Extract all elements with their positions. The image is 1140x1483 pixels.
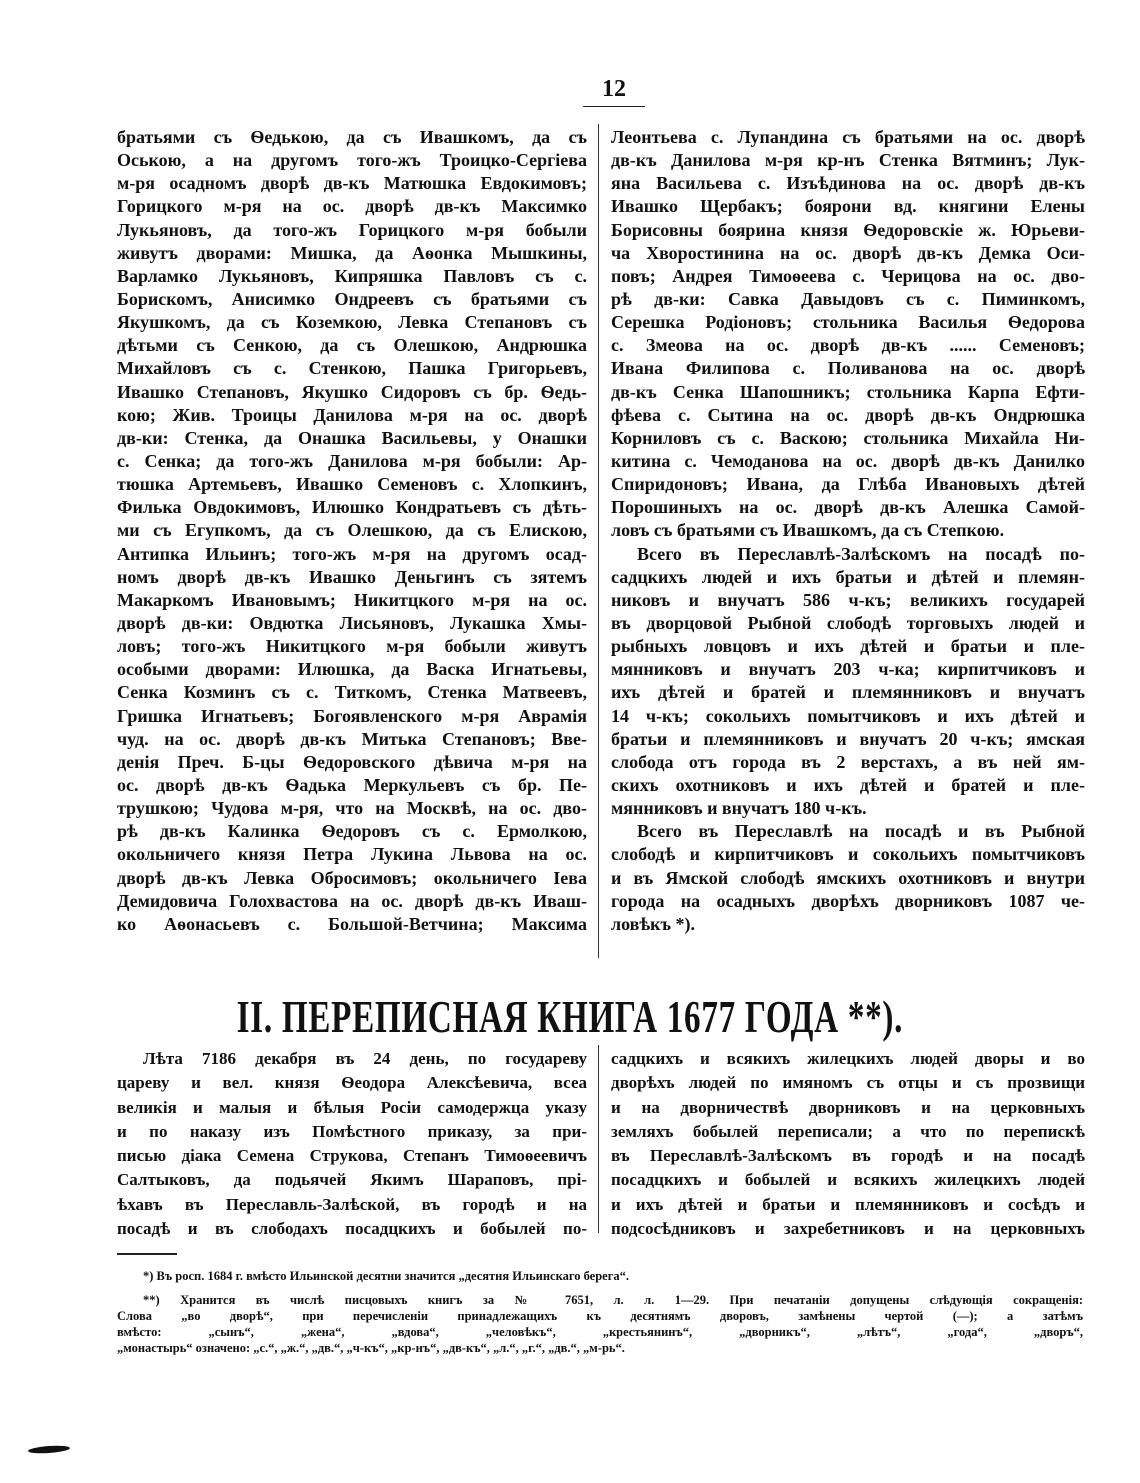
text-line: дворѣ дв-ки: Овдютка Лисьяновъ, Лукашка Хмы- bbox=[117, 612, 587, 633]
section-left-column bbox=[117, 1047, 587, 1241]
text-line: и ихъ дѣтей и братьи и племянниковъ и сосѣдъ и bbox=[611, 1194, 1085, 1214]
scan-smudge bbox=[28, 1445, 70, 1455]
text-line: особыми дворами: Илюшка, да Васка Игнатьевы, bbox=[117, 659, 587, 680]
section-heading bbox=[0, 990, 1140, 1043]
text-line: ми съ Егупкомъ, да съ Олешкою, да съ Елискою, bbox=[117, 520, 587, 541]
text-line: ча Хворостинина на ос. дворѣ дв-къ Демка Оси- bbox=[611, 242, 1085, 263]
text-line: ловъ съ братьями съ Ивашкомъ, да съ Степкою. bbox=[611, 520, 1005, 541]
text-line: мянниковъ и внучатъ 180 ч-къ. bbox=[611, 798, 867, 819]
text-line: Михайловъ съ с. Стенкою, Пашка Григорьевъ, bbox=[117, 358, 587, 379]
text-line: въ Переславлѣ-Залѣскомъ въ городѣ и на посадѣ bbox=[611, 1146, 1085, 1166]
text-line: никовъ и внучатъ 586 ч-къ; великихъ государей bbox=[611, 589, 1085, 610]
text-line: китина с. Чемоданова на ос. дворѣ дв-къ Данилко bbox=[611, 450, 1085, 471]
text-line: Варламко Лукьяновъ, Кипряшка Павловъ съ с. bbox=[117, 265, 587, 286]
text-line: Ивашко Щербакъ; боярони вд. княгини Елены bbox=[611, 196, 1085, 217]
text-line: м-ря осадномъ дворѣ дв-къ Матюшка Евдокимовъ; bbox=[117, 173, 587, 194]
text-line: тюшка Артемьевъ, Ивашко Семеновъ с. Хлопкинъ, bbox=[117, 474, 587, 495]
column-divider bbox=[598, 124, 599, 958]
text-line: Спиридоновъ; Ивана, да Глѣба Ивановыхъ дѣтей bbox=[611, 474, 1085, 495]
text-line: Порошиныхъ на ос. дворѣ дв-къ Алешка Самой- bbox=[611, 497, 1085, 518]
section-heading-text: II. ПЕРЕПИСНАЯ КНИГА 1677 ГОДА **). bbox=[236, 991, 904, 1042]
text-line: посадцкихъ и бобылей и всякихъ жилецкихъ людей bbox=[611, 1170, 1085, 1190]
text-line: Всего въ Переславлѣ на посадѣ и въ Рыбной bbox=[637, 821, 1085, 842]
footnote-1 bbox=[117, 1268, 1083, 1284]
text-line: мянниковъ и внучатъ 203 ч-ка; кирпитчиковъ и bbox=[611, 659, 1085, 680]
page-number: 12 bbox=[602, 76, 626, 102]
text-line: посадѣ и въ слободахъ посадцкихъ и бобылей по- bbox=[117, 1219, 587, 1239]
text-line: ос. дворѣ дв-къ Ѳадька Меркульевъ съ бр. Пе- bbox=[117, 774, 587, 795]
text-line: Ивана Филипова с. Поливанова на ос. дворѣ bbox=[611, 358, 1085, 379]
page-number-rule bbox=[583, 106, 645, 107]
text-line: фѣева с. Сытина на ос. дворѣ дв-къ Ондрюшка bbox=[611, 404, 1085, 425]
right-column bbox=[611, 126, 1085, 936]
text-line: садцкихъ и всякихъ жилецкихъ людей дворы и во bbox=[611, 1049, 1085, 1068]
text-line: писью діака Семена Струкова, Степанъ Тимоѳеевичъ bbox=[117, 1146, 587, 1166]
text-line: Серешка Родіоновъ; стольника Василья Ѳедорова bbox=[611, 312, 1085, 333]
text-line: 14 ч-къ; сокольихъ помытчиковъ и ихъ дѣтей и bbox=[611, 705, 1085, 726]
text-line: ловъ; того-жъ Никитцкого м-ря бобыли живутъ bbox=[117, 636, 587, 657]
text-line: и по наказу изъ Помѣстного приказу, за при- bbox=[117, 1121, 587, 1141]
text-line: *) Въ росп. 1684 г. вмѣсто Ильинской десятни значится „десятня Ильинскаго берега“. bbox=[143, 1269, 630, 1283]
text-line: **) Хранится въ числѣ писцовыхъ книгъ за № 7651, л. л. 1—29. При печатаніи допущены слѣдующія сокращенія: bbox=[143, 1293, 1083, 1307]
footnote-rule bbox=[117, 1253, 177, 1255]
text-line: ѣхавъ въ Переславль-Залѣской, въ городѣ и на bbox=[117, 1194, 587, 1214]
text-line: дѣтьми съ Сенкою, да съ Олешкою, Андрюшка bbox=[117, 335, 587, 356]
text-line: Макаркомъ Ивановымъ; Никитцкого м-ря на ос. bbox=[117, 589, 587, 610]
text-line: живутъ дворами: Мишка, да Аѳонка Мышкины, bbox=[117, 242, 587, 263]
text-line: садцкихъ людей и ихъ братьи и дѣтей и племян- bbox=[611, 566, 1085, 587]
text-line: земляхъ бобылей переписали; а что по перепискѣ bbox=[611, 1121, 1085, 1141]
text-line: дв-къ Сенка Шапошникъ; стольника Карпа Ефти- bbox=[611, 381, 1085, 402]
text-line: рѣ дв-ки: Савка Давыдовъ съ с. Пиминкомъ, bbox=[611, 288, 1085, 309]
text-line: Слова „во дворѣ“, при перечисленіи принадлежащихъ къ десятнямъ дворовъ, замѣнены чертой (—); а затѣмъ bbox=[117, 1309, 1083, 1323]
text-line: Гришка Игнатьевъ; Богоявленского м-ря Аврамія bbox=[117, 705, 587, 726]
text-line: Горицкого м-ря на ос. дворѣ дв-къ Максимко bbox=[117, 196, 587, 217]
text-line: Филька Овдокимовъ, Илюшко Кондратьевъ съ дѣть- bbox=[117, 497, 587, 518]
text-line: города на осадныхъ дворѣхъ дворниковъ 1087 че- bbox=[611, 890, 1085, 911]
text-line: с. Сенка; да того-жъ Данилова м-ря бобыли: Ар- bbox=[117, 450, 587, 471]
text-line: чуд. на ос. дворѣ дв-къ Митька Степановъ; Вве- bbox=[117, 728, 587, 749]
left-column bbox=[117, 126, 587, 936]
text-line: Лѣта 7186 декабря въ 24 день, по государеву bbox=[143, 1049, 587, 1068]
text-line: Борискомъ, Анисимко Ондреевъ съ братьями съ bbox=[117, 288, 587, 309]
text-line: вмѣсто: „сынъ“, „жена“, „вдова“, „человѣкъ“, „крестьянинъ“, „дворникъ“, „лѣтъ“, „года“, „дворъ“, bbox=[117, 1325, 1083, 1339]
text-line: Оською, а на другомъ того-жъ Троицко-Сергіева bbox=[117, 150, 587, 171]
text-line: слободѣ и кирпитчиковъ и сокольихъ помытчиковъ bbox=[611, 844, 1085, 865]
text-line: подсосѣдниковъ и захребетниковъ и на церковныхъ bbox=[611, 1219, 1085, 1239]
text-line: ко Аѳонасьевъ с. Большой-Ветчина; Максима bbox=[117, 913, 587, 934]
text-line: трушкою; Чудова м-ря, что на Москвѣ, на ос. дво- bbox=[117, 798, 587, 819]
text-line: „монастырь“ означено: „с.“, „ж.“, „дв.“, „ч-къ“, „кр-нъ“, „дв-къ“, „л.“, „г.“, „дв.“, „м-рь“. bbox=[117, 1341, 625, 1355]
text-line: Всего въ Переславлѣ-Залѣскомъ на посадѣ по- bbox=[637, 543, 1085, 564]
text-line: цареву и вел. князя Ѳеодора Алексѣевича, всеа bbox=[117, 1073, 587, 1093]
text-line: ловѣкъ *). bbox=[611, 913, 696, 934]
text-line: окольничего князя Петра Лукина Львова на ос. bbox=[117, 844, 587, 865]
text-line: братьями съ Ѳедькою, да съ Ивашкомъ, да съ bbox=[117, 127, 587, 147]
text-line: дворѣхъ людей по имяномъ съ отцы и съ прозвищи bbox=[611, 1073, 1085, 1093]
text-line: Корниловъ съ с. Васкою; стольника Михайла Ни- bbox=[611, 427, 1085, 448]
text-line: Антипка Ильинъ; того-жъ м-ря на другомъ осад- bbox=[117, 543, 587, 564]
text-line: повъ; Андрея Тимоѳеева с. Черицова на ос. дво- bbox=[611, 265, 1085, 286]
text-line: кою; Жив. Троицы Данилова м-ря на ос. дворѣ bbox=[117, 404, 587, 425]
text-line: въ дворцовой Рыбной слободѣ торговыхъ людей и bbox=[611, 612, 1085, 633]
text-line: с. Змеова на ос. дворѣ дв-къ ...... Семеновъ; bbox=[611, 335, 1085, 356]
text-line: скихъ охотниковъ и ихъ дѣтей и братей и пле- bbox=[611, 774, 1085, 795]
text-line: великія и малыя и бѣлыя Росіи самодержца указу bbox=[117, 1097, 587, 1117]
text-line: Борисовны боярина князя Ѳедоровскіе ж. Юрьеви- bbox=[611, 219, 1085, 240]
text-line: рыбныхъ ловцовъ и ихъ дѣтей и братьи и пле- bbox=[611, 636, 1085, 657]
text-line: Демидовича Голохвастова на ос. дворѣ дв-къ Иваш- bbox=[117, 890, 587, 911]
text-line: денія Преч. Б-цы Ѳедоровского дѣвича м-ря на bbox=[117, 751, 587, 772]
text-line: Лукьяновъ, да того-жъ Горицкого м-ря бобыли bbox=[117, 219, 587, 240]
text-line: номъ дворѣ дв-къ Ивашко Деньгинъ съ зятемъ bbox=[117, 566, 587, 587]
section-right-column bbox=[611, 1047, 1085, 1241]
text-line: и на дворничествѣ дворниковъ и на церковныхъ bbox=[611, 1097, 1085, 1117]
text-line: Ивашко Степановъ, Якушко Сидоровъ съ бр. Ѳедь- bbox=[117, 381, 587, 402]
text-line: дв-къ Данилова м-ря кр-нъ Стенка Вятминъ; Лук- bbox=[611, 150, 1085, 171]
text-line: ихъ дѣтей и братей и племянниковъ и внучатъ bbox=[611, 682, 1085, 703]
footnote-2 bbox=[117, 1292, 1083, 1356]
section-column-divider bbox=[598, 1045, 599, 1233]
text-line: Якушкомъ, да съ Коземкою, Левка Степановъ съ bbox=[117, 312, 587, 333]
text-line: Салтыковъ, да подьячей Якимъ Шараповъ, прі- bbox=[117, 1170, 587, 1190]
text-line: дв-ки: Стенка, да Онашка Васильевы, у Онашки bbox=[117, 427, 587, 448]
text-line: и въ Ямской слободѣ ямскихъ охотниковъ и внутри bbox=[611, 867, 1085, 888]
text-line: Леонтьева с. Лупандина съ братьями на ос. дворѣ bbox=[611, 127, 1085, 147]
text-line: братьи и племянниковъ и внучатъ 20 ч-къ; ямская bbox=[611, 728, 1085, 749]
text-line: яна Васильева с. Изъѣдинова на ос. дворѣ дв-къ bbox=[611, 173, 1085, 194]
text-line: дворѣ дв-къ Левка Обросимовъ; окольничего Іева bbox=[117, 867, 587, 888]
text-line: слобода отъ города въ 2 верстахъ, а въ ней ям- bbox=[611, 751, 1085, 772]
text-line: Сенка Козминъ съ с. Титкомъ, Стенка Матвеевъ, bbox=[117, 682, 587, 703]
text-line: рѣ дв-къ Калинка Ѳедоровъ съ с. Ермолкою, bbox=[117, 821, 587, 842]
